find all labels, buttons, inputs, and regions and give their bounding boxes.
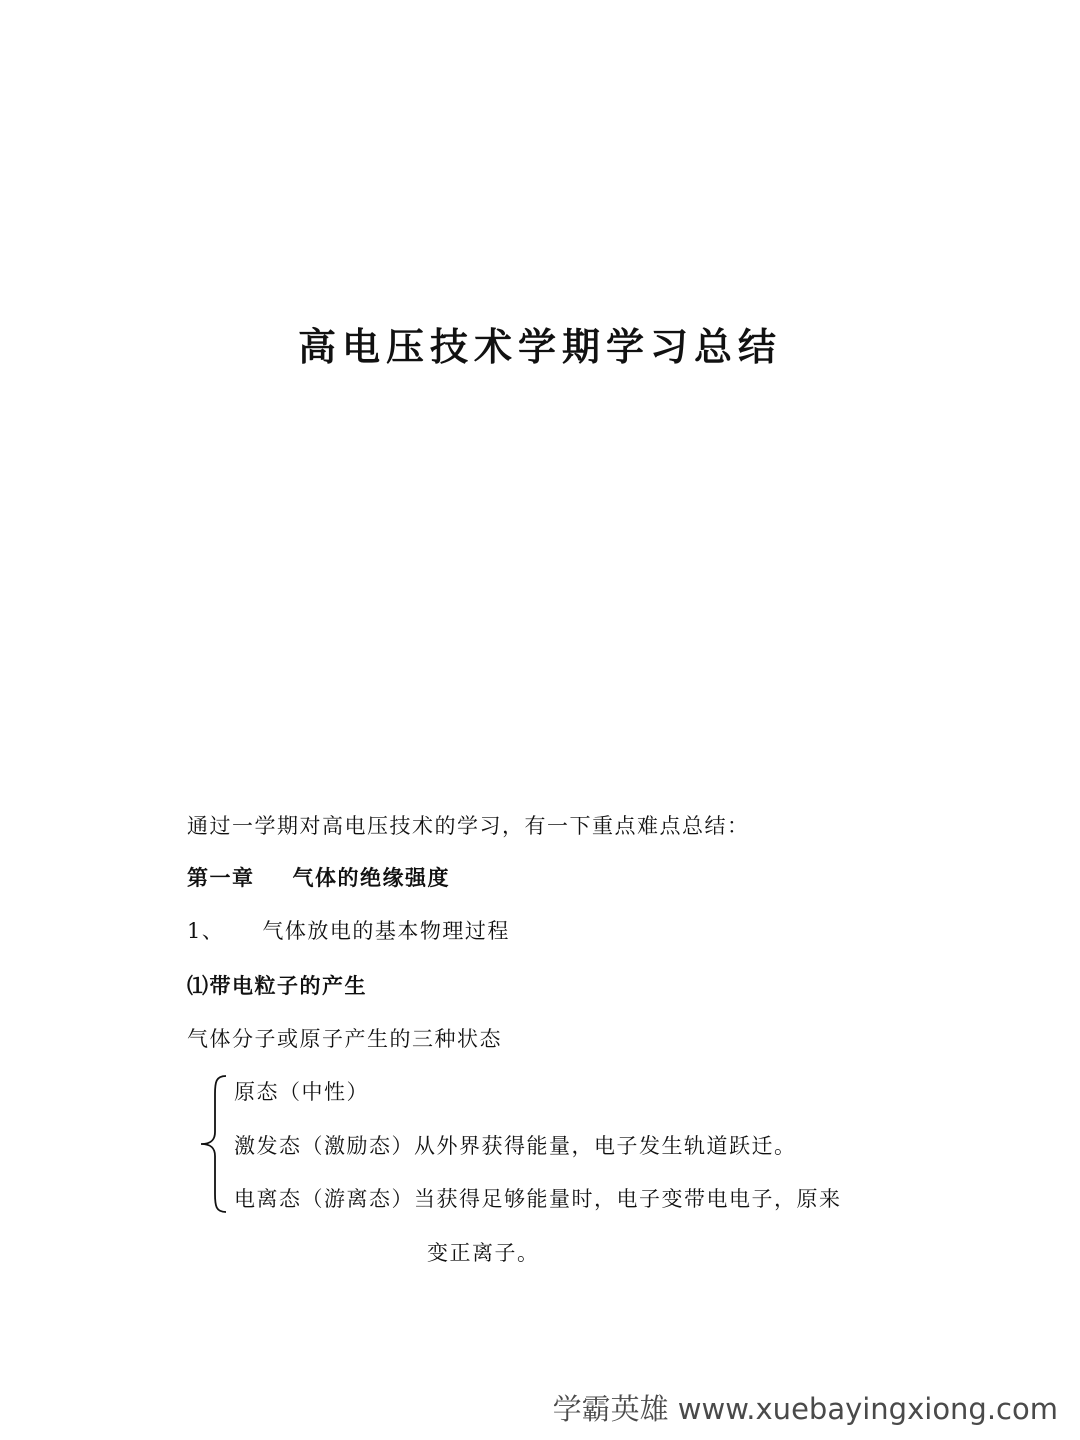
state-ionized-continued: 变正离子。 bbox=[427, 1241, 540, 1265]
left-brace-icon bbox=[198, 1074, 228, 1214]
chapter-name: 气体的绝缘强度 bbox=[292, 865, 450, 890]
intro-paragraph: 通过一学期对高电压技术的学习，有一下重点难点总结： bbox=[187, 814, 750, 838]
subsection-heading: ⑴带电粒子的产生 bbox=[187, 973, 367, 998]
state-ground: 原态（中性） bbox=[234, 1080, 369, 1104]
document-title: 高电压技术学期学习总结 bbox=[297, 324, 782, 369]
watermark: 学霸英雄 www.xuebayingxiong.com bbox=[552, 1392, 1058, 1426]
section-heading bbox=[187, 915, 510, 945]
section-name: 气体放电的基本物理过程 bbox=[262, 919, 510, 943]
state-ionized: 电离态（游离态）当获得足够能量时，电子变带电电子，原来 bbox=[234, 1187, 842, 1211]
state-excited: 激发态（激励态）从外界获得能量，电子发生轨道跃迁。 bbox=[234, 1134, 797, 1158]
chapter-label: 第一章 bbox=[187, 865, 255, 890]
section-number: 1、 bbox=[187, 919, 225, 943]
states-intro: 气体分子或原子产生的三种状态 bbox=[187, 1027, 502, 1051]
chapter-heading bbox=[187, 862, 450, 892]
